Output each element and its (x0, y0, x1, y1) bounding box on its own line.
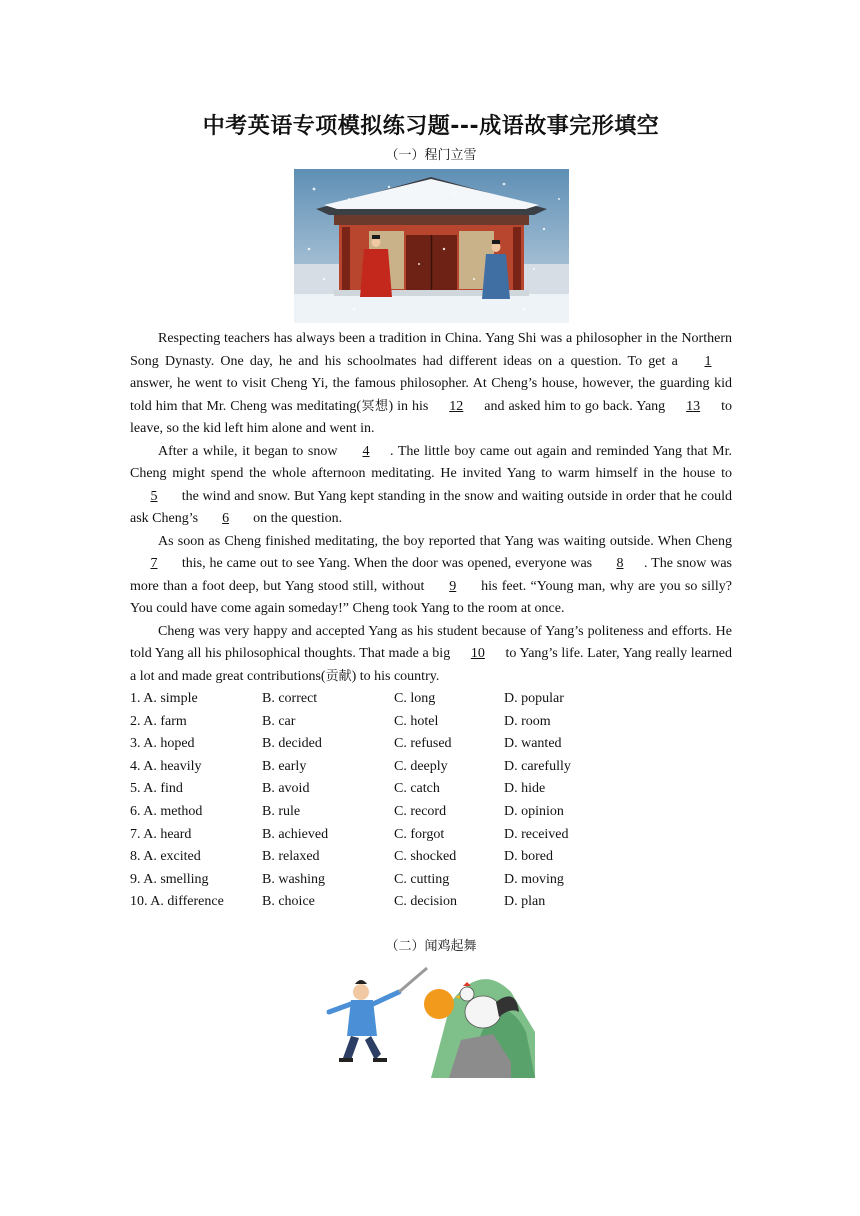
option-choice: C. shocked (394, 849, 457, 865)
option-choice: D. plan (504, 894, 546, 910)
option-row (130, 891, 732, 914)
option-choice: D. opinion (504, 803, 564, 819)
passage-text: to leave, so the kid left him alone and went in. (130, 398, 732, 436)
passage-text: Cheng was very happy and accepted Yang as his student because of Yang’s politeness and efforts. He told Yang all his philosophical thoughts. That made a big (130, 623, 732, 661)
section1-passage (130, 328, 732, 688)
passage-text: ) to his country. (351, 668, 440, 684)
option-choice: C. long (394, 691, 436, 706)
option-choice: D. wanted (504, 736, 562, 752)
passage-paragraph (130, 621, 732, 689)
option-choice: D. hide (504, 781, 546, 797)
blank-number: 6 (222, 511, 230, 526)
passage-text: and asked him to go back. Yang (480, 398, 670, 414)
passage-paragraph (130, 531, 732, 621)
passage-text: Respecting teachers has always been a tradition in China. Yang Shi was a philosopher in the Northern Song Dynasty. One day, he and his schoolmates had different ideas on a question. To get a (130, 331, 732, 369)
chinese-gloss: 贡献 (325, 668, 352, 684)
document-title: 中考英语专项模拟练习题---成语故事完形填空 (202, 114, 660, 139)
blank-number: 13 (686, 398, 701, 414)
temple-snow-illustration (294, 169, 569, 323)
option-choice: B. relaxed (262, 849, 320, 865)
option-choice: C. cutting (394, 871, 450, 887)
option-choice: D. popular (504, 691, 564, 706)
option-row (130, 869, 732, 892)
option-choice: D. moving (504, 871, 564, 887)
option-choice: 3. A. hoped (130, 736, 195, 752)
option-choice: B. washing (262, 871, 325, 887)
option-choice: 5. A. find (130, 781, 183, 797)
option-choice: C. forgot (394, 826, 445, 842)
passage-text: to Yang’s life. Later, Yang really learned a lot and made great contributions( (130, 646, 732, 684)
option-choice: 6. A. method (130, 803, 203, 819)
option-choice: 1. A. simple (130, 691, 198, 706)
option-row (130, 711, 732, 734)
blank-number: 4 (362, 443, 370, 459)
option-choice: 10. A. difference (130, 894, 224, 910)
option-choice: C. catch (394, 781, 440, 797)
option-choice: B. decided (262, 736, 322, 752)
passage-paragraph (130, 328, 732, 441)
option-choice: C. hotel (394, 713, 439, 729)
document-page (130, 110, 732, 1078)
passage-text: As soon as Cheng finished meditating, the boy reported that Yang was waiting outside. When Cheng (158, 533, 732, 549)
option-choice: D. received (504, 826, 569, 842)
passage-text: this, he came out to see Yang. When the door was opened, everyone was (178, 556, 597, 571)
blank-number: 5 (150, 488, 158, 504)
option-choice: 7. A. heard (130, 826, 192, 842)
passage-text: After a while, it began to snow (158, 443, 342, 459)
section1-heading: （一）程门立雪 (385, 148, 477, 163)
option-choice: D. carefully (504, 758, 571, 774)
passage-text: . The snow was more than a foot deep, but Yang stood still, without (130, 556, 733, 594)
option-choice: D. bored (504, 849, 553, 865)
option-choice: B. avoid (262, 781, 310, 797)
blank-number: 1 (704, 353, 712, 369)
passage-paragraph (130, 441, 732, 531)
option-row (130, 733, 732, 756)
option-choice: B. car (262, 713, 296, 729)
option-choice: B. correct (262, 691, 318, 706)
option-choice: D. room (504, 713, 551, 729)
option-row (130, 756, 732, 779)
option-choice: B. choice (262, 894, 315, 910)
chinese-gloss: 冥想 (361, 398, 389, 414)
blank-number: 8 (616, 556, 624, 571)
passage-text: ) in his (388, 398, 433, 414)
option-row (130, 824, 732, 847)
blank-number: 9 (449, 578, 457, 594)
passage-text: on the question. (249, 511, 343, 526)
option-choice: B. rule (262, 803, 301, 819)
passage-text: his feet. “Young man, why are you so silly? You could have come again someday!” Cheng took Yang to the room at once. (130, 578, 733, 616)
option-choice: 8. A. excited (130, 849, 201, 865)
option-choice: C. deeply (394, 758, 448, 774)
blank-number: 12 (449, 398, 464, 414)
passage-text: answer, he went to visit Cheng Yi, the famous philosopher. At Cheng’s house, however, the guarding kid told him that Mr. Cheng was meditating( (130, 376, 732, 414)
option-choice: B. early (262, 758, 307, 774)
option-choice: 9. A. smelling (130, 871, 209, 887)
rooster-sword-illustration (321, 962, 541, 1078)
option-row (130, 778, 732, 801)
passage-text: the wind and snow. But Yang kept standing in the snow and waiting outside in order that he could ask Cheng’s (130, 488, 732, 526)
passage-text: . The little boy came out again and reminded Yang that Mr. Cheng might spend the whole afternoon meditating. He invited Yang to warm himself in the house to (130, 443, 732, 481)
option-row (130, 801, 732, 824)
option-choice: C. refused (394, 736, 452, 752)
option-row (130, 688, 732, 711)
option-choice: C. decision (394, 894, 457, 910)
option-choice: C. record (394, 803, 447, 819)
answer-options (130, 688, 732, 914)
option-choice: B. achieved (262, 826, 329, 842)
blank-number: 7 (150, 556, 158, 571)
blank-number: 10 (470, 646, 485, 661)
section2-heading: （二）闻鸡起舞 (385, 938, 477, 954)
option-row (130, 846, 732, 869)
option-choice: 4. A. heavily (130, 758, 202, 774)
option-choice: 2. A. farm (130, 713, 187, 729)
